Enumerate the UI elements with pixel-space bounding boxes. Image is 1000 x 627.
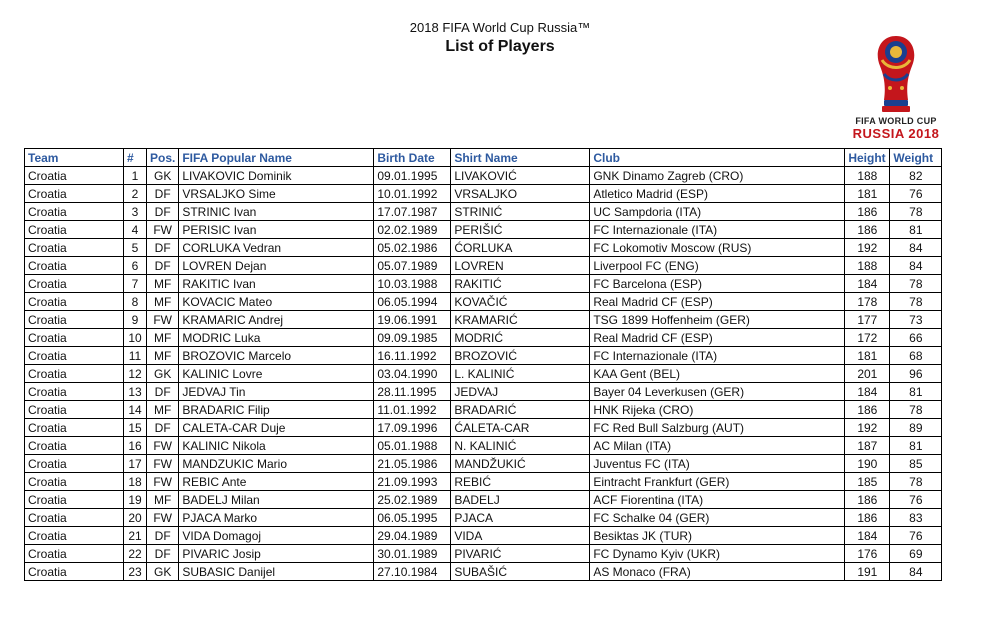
cell-weight: 84 [890, 257, 942, 275]
cell-shirt-name: L. KALINIĆ [451, 365, 590, 383]
cell-popular-name: PJACA Marko [179, 509, 374, 527]
cell-position: MF [147, 275, 179, 293]
table-row [25, 311, 942, 329]
cell-height: 186 [845, 401, 890, 419]
table-row [25, 221, 942, 239]
cell-position: GK [147, 563, 179, 581]
cell-shirt-name: MODRIĆ [451, 329, 590, 347]
cell-team: Croatia [25, 257, 124, 275]
cell-weight: 78 [890, 473, 942, 491]
cell-shirt-name: LOVREN [451, 257, 590, 275]
cell-number: 6 [124, 257, 147, 275]
cell-position: MF [147, 329, 179, 347]
cell-number: 2 [124, 185, 147, 203]
cell-number: 14 [124, 401, 147, 419]
cell-number: 22 [124, 545, 147, 563]
cell-club: ACF Fiorentina (ITA) [590, 491, 845, 509]
cell-number: 21 [124, 527, 147, 545]
cell-shirt-name: KOVAČIĆ [451, 293, 590, 311]
cell-weight: 78 [890, 401, 942, 419]
cell-birth-date: 05.07.1989 [374, 257, 451, 275]
table-row [25, 167, 942, 185]
cell-team: Croatia [25, 401, 124, 419]
cell-shirt-name: PJACA [451, 509, 590, 527]
cell-shirt-name: VRSALJKO [451, 185, 590, 203]
cell-shirt-name: LIVAKOVIĆ [451, 167, 590, 185]
cell-popular-name: KOVACIC Mateo [179, 293, 374, 311]
cell-height: 186 [845, 203, 890, 221]
cell-number: 20 [124, 509, 147, 527]
cell-number: 4 [124, 221, 147, 239]
cell-birth-date: 10.03.1988 [374, 275, 451, 293]
cell-number: 1 [124, 167, 147, 185]
col-header-team: Team [25, 149, 124, 167]
cell-popular-name: VRSALJKO Sime [179, 185, 374, 203]
cell-popular-name: LOVREN Dejan [179, 257, 374, 275]
cell-popular-name: VIDA Domagoj [179, 527, 374, 545]
table-row [25, 401, 942, 419]
cell-shirt-name: RAKITIĆ [451, 275, 590, 293]
cell-shirt-name: PERIŠIĆ [451, 221, 590, 239]
cell-height: 178 [845, 293, 890, 311]
cell-number: 8 [124, 293, 147, 311]
cell-weight: 83 [890, 509, 942, 527]
cell-shirt-name: BRADARIĆ [451, 401, 590, 419]
cell-popular-name: CALETA-CAR Duje [179, 419, 374, 437]
cell-position: DF [147, 257, 179, 275]
cell-weight: 81 [890, 383, 942, 401]
cell-popular-name: BRADARIC Filip [179, 401, 374, 419]
cell-birth-date: 06.05.1994 [374, 293, 451, 311]
cell-number: 18 [124, 473, 147, 491]
cell-birth-date: 19.06.1991 [374, 311, 451, 329]
cell-position: MF [147, 491, 179, 509]
cell-position: MF [147, 347, 179, 365]
cell-popular-name: MANDZUKIC Mario [179, 455, 374, 473]
cell-shirt-name: MANDŽUKIĆ [451, 455, 590, 473]
cell-height: 184 [845, 383, 890, 401]
cell-popular-name: STRINIC Ivan [179, 203, 374, 221]
cell-club: FC Schalke 04 (GER) [590, 509, 845, 527]
cell-club: Real Madrid CF (ESP) [590, 329, 845, 347]
cell-weight: 84 [890, 239, 942, 257]
cell-weight: 78 [890, 203, 942, 221]
cell-height: 172 [845, 329, 890, 347]
cell-height: 185 [845, 473, 890, 491]
cell-popular-name: MODRIC Luka [179, 329, 374, 347]
cell-height: 184 [845, 527, 890, 545]
cell-position: MF [147, 401, 179, 419]
cell-position: FW [147, 509, 179, 527]
cell-shirt-name: BADELJ [451, 491, 590, 509]
cell-number: 15 [124, 419, 147, 437]
cell-team: Croatia [25, 239, 124, 257]
cell-position: FW [147, 221, 179, 239]
table-row [25, 563, 942, 581]
cell-position: DF [147, 419, 179, 437]
cell-weight: 73 [890, 311, 942, 329]
cell-weight: 69 [890, 545, 942, 563]
cell-weight: 78 [890, 293, 942, 311]
table-row [25, 275, 942, 293]
cell-birth-date: 17.09.1996 [374, 419, 451, 437]
cell-birth-date: 21.09.1993 [374, 473, 451, 491]
cell-position: MF [147, 293, 179, 311]
cell-team: Croatia [25, 491, 124, 509]
cell-birth-date: 16.11.1992 [374, 347, 451, 365]
table-row [25, 491, 942, 509]
table-row [25, 239, 942, 257]
cell-height: 176 [845, 545, 890, 563]
cell-number: 3 [124, 203, 147, 221]
col-header-birth-date: Birth Date [374, 149, 451, 167]
cell-shirt-name: ĆALETA-CAR [451, 419, 590, 437]
table-row [25, 185, 942, 203]
cell-club: Eintracht Frankfurt (GER) [590, 473, 845, 491]
cell-birth-date: 17.07.1987 [374, 203, 451, 221]
cell-popular-name: KALINIC Nikola [179, 437, 374, 455]
cell-shirt-name: ĆORLUKA [451, 239, 590, 257]
cell-club: TSG 1899 Hoffenheim (GER) [590, 311, 845, 329]
cell-position: DF [147, 203, 179, 221]
cell-team: Croatia [25, 383, 124, 401]
cell-number: 12 [124, 365, 147, 383]
cell-shirt-name: N. KALINIĆ [451, 437, 590, 455]
cell-number: 11 [124, 347, 147, 365]
table-row [25, 365, 942, 383]
cell-height: 188 [845, 257, 890, 275]
cell-popular-name: LIVAKOVIC Dominik [179, 167, 374, 185]
cell-birth-date: 27.10.1984 [374, 563, 451, 581]
cell-popular-name: SUBASIC Danijel [179, 563, 374, 581]
cell-team: Croatia [25, 311, 124, 329]
table-row [25, 473, 942, 491]
cell-popular-name: BADELJ Milan [179, 491, 374, 509]
cell-club: Atletico Madrid (ESP) [590, 185, 845, 203]
cell-position: FW [147, 437, 179, 455]
cell-club: Juventus FC (ITA) [590, 455, 845, 473]
cell-team: Croatia [25, 527, 124, 545]
cell-club: FC Dynamo Kyiv (UKR) [590, 545, 845, 563]
cell-height: 186 [845, 221, 890, 239]
table-row [25, 437, 942, 455]
cell-team: Croatia [25, 221, 124, 239]
cell-birth-date: 21.05.1986 [374, 455, 451, 473]
cell-number: 7 [124, 275, 147, 293]
cell-height: 186 [845, 509, 890, 527]
cell-height: 192 [845, 239, 890, 257]
cell-weight: 81 [890, 221, 942, 239]
col-header-height: Height [845, 149, 890, 167]
cell-position: DF [147, 383, 179, 401]
cell-team: Croatia [25, 509, 124, 527]
cell-position: FW [147, 455, 179, 473]
cell-club: UC Sampdoria (ITA) [590, 203, 845, 221]
cell-shirt-name: SUBAŠIĆ [451, 563, 590, 581]
table-row [25, 383, 942, 401]
cell-popular-name: PIVARIC Josip [179, 545, 374, 563]
cell-birth-date: 29.04.1989 [374, 527, 451, 545]
cell-team: Croatia [25, 563, 124, 581]
cell-number: 23 [124, 563, 147, 581]
cell-height: 190 [845, 455, 890, 473]
cell-weight: 78 [890, 275, 942, 293]
cell-team: Croatia [25, 419, 124, 437]
cell-club: FC Lokomotiv Moscow (RUS) [590, 239, 845, 257]
cell-weight: 81 [890, 437, 942, 455]
cell-number: 10 [124, 329, 147, 347]
cell-club: KAA Gent (BEL) [590, 365, 845, 383]
cell-team: Croatia [25, 203, 124, 221]
cell-team: Croatia [25, 437, 124, 455]
cell-position: DF [147, 239, 179, 257]
cell-team: Croatia [25, 455, 124, 473]
players-table-body [25, 167, 942, 581]
cell-team: Croatia [25, 545, 124, 563]
table-row [25, 545, 942, 563]
cell-team: Croatia [25, 473, 124, 491]
cell-number: 9 [124, 311, 147, 329]
players-table [24, 148, 942, 581]
cell-club: Besiktas JK (TUR) [590, 527, 845, 545]
cell-shirt-name: VIDA [451, 527, 590, 545]
cell-position: FW [147, 473, 179, 491]
cell-number: 13 [124, 383, 147, 401]
table-row [25, 329, 942, 347]
cell-number: 5 [124, 239, 147, 257]
cell-club: AS Monaco (FRA) [590, 563, 845, 581]
cell-weight: 66 [890, 329, 942, 347]
cell-birth-date: 09.01.1995 [374, 167, 451, 185]
cell-team: Croatia [25, 185, 124, 203]
cell-position: DF [147, 545, 179, 563]
cell-birth-date: 06.05.1995 [374, 509, 451, 527]
col-header-popular-name: FIFA Popular Name [179, 149, 374, 167]
cell-club: FC Red Bull Salzburg (AUT) [590, 419, 845, 437]
cell-club: FC Barcelona (ESP) [590, 275, 845, 293]
cell-birth-date: 03.04.1990 [374, 365, 451, 383]
cell-birth-date: 05.01.1988 [374, 437, 451, 455]
table-row [25, 455, 942, 473]
cell-popular-name: PERISIC Ivan [179, 221, 374, 239]
trophy-emblem-icon [840, 30, 952, 116]
cell-height: 188 [845, 167, 890, 185]
cell-team: Croatia [25, 167, 124, 185]
cell-club: Bayer 04 Leverkusen (GER) [590, 383, 845, 401]
col-header-club: Club [590, 149, 845, 167]
table-row [25, 419, 942, 437]
cell-number: 19 [124, 491, 147, 509]
table-row [25, 527, 942, 545]
cell-club: FC Internazionale (ITA) [590, 347, 845, 365]
cell-shirt-name: BROZOVIĆ [451, 347, 590, 365]
col-header-position: Pos. [147, 149, 179, 167]
cell-weight: 85 [890, 455, 942, 473]
cell-team: Croatia [25, 329, 124, 347]
cell-popular-name: CORLUKA Vedran [179, 239, 374, 257]
document-subtitle: 2018 FIFA World Cup Russia™ [409, 20, 591, 35]
table-row [25, 203, 942, 221]
cell-number: 16 [124, 437, 147, 455]
cell-club: Liverpool FC (ENG) [590, 257, 845, 275]
logo-text-russia: RUSSIA 2018 [852, 126, 940, 141]
cell-birth-date: 05.02.1986 [374, 239, 451, 257]
cell-birth-date: 09.09.1985 [374, 329, 451, 347]
document-title: List of Players [445, 38, 555, 55]
cell-popular-name: REBIC Ante [179, 473, 374, 491]
col-header-number: # [124, 149, 147, 167]
cell-position: GK [147, 365, 179, 383]
cell-weight: 96 [890, 365, 942, 383]
cell-number: 17 [124, 455, 147, 473]
cell-shirt-name: PIVARIĆ [451, 545, 590, 563]
cell-position: FW [147, 311, 179, 329]
cell-birth-date: 10.01.1992 [374, 185, 451, 203]
cell-height: 181 [845, 185, 890, 203]
cell-height: 186 [845, 491, 890, 509]
cell-weight: 89 [890, 419, 942, 437]
cell-shirt-name: JEDVAJ [451, 383, 590, 401]
cell-club: FC Internazionale (ITA) [590, 221, 845, 239]
cell-weight: 76 [890, 491, 942, 509]
cell-team: Croatia [25, 275, 124, 293]
cell-position: DF [147, 527, 179, 545]
cell-team: Croatia [25, 293, 124, 311]
cell-team: Croatia [25, 365, 124, 383]
cell-popular-name: JEDVAJ Tin [179, 383, 374, 401]
cell-birth-date: 25.02.1989 [374, 491, 451, 509]
cell-birth-date: 30.01.1989 [374, 545, 451, 563]
cell-height: 177 [845, 311, 890, 329]
table-row [25, 347, 942, 365]
table-header-row [25, 149, 942, 167]
cell-shirt-name: STRINIĆ [451, 203, 590, 221]
col-header-shirt-name: Shirt Name [451, 149, 590, 167]
cell-team: Croatia [25, 347, 124, 365]
cell-shirt-name: KRAMARIĆ [451, 311, 590, 329]
logo-text-world-cup: FIFA WORLD CUP [855, 116, 937, 126]
cell-weight: 76 [890, 185, 942, 203]
table-row [25, 509, 942, 527]
cell-weight: 76 [890, 527, 942, 545]
cell-birth-date: 02.02.1989 [374, 221, 451, 239]
cell-weight: 84 [890, 563, 942, 581]
cell-popular-name: KALINIC Lovre [179, 365, 374, 383]
cell-height: 187 [845, 437, 890, 455]
cell-club: GNK Dinamo Zagreb (CRO) [590, 167, 845, 185]
cell-position: DF [147, 185, 179, 203]
cell-shirt-name: REBIĆ [451, 473, 590, 491]
cell-popular-name: KRAMARIC Andrej [179, 311, 374, 329]
cell-height: 201 [845, 365, 890, 383]
cell-club: AC Milan (ITA) [590, 437, 845, 455]
cell-birth-date: 28.11.1995 [374, 383, 451, 401]
cell-height: 184 [845, 275, 890, 293]
col-header-weight: Weight [890, 149, 942, 167]
cell-club: Real Madrid CF (ESP) [590, 293, 845, 311]
cell-height: 192 [845, 419, 890, 437]
cell-popular-name: BROZOVIC Marcelo [179, 347, 374, 365]
fifa-world-cup-logo [840, 30, 952, 140]
cell-club: HNK Rijeka (CRO) [590, 401, 845, 419]
cell-height: 191 [845, 563, 890, 581]
table-row [25, 257, 942, 275]
cell-weight: 68 [890, 347, 942, 365]
cell-weight: 82 [890, 167, 942, 185]
table-row [25, 293, 942, 311]
cell-birth-date: 11.01.1992 [374, 401, 451, 419]
cell-position: GK [147, 167, 179, 185]
cell-popular-name: RAKITIC Ivan [179, 275, 374, 293]
cell-height: 181 [845, 347, 890, 365]
